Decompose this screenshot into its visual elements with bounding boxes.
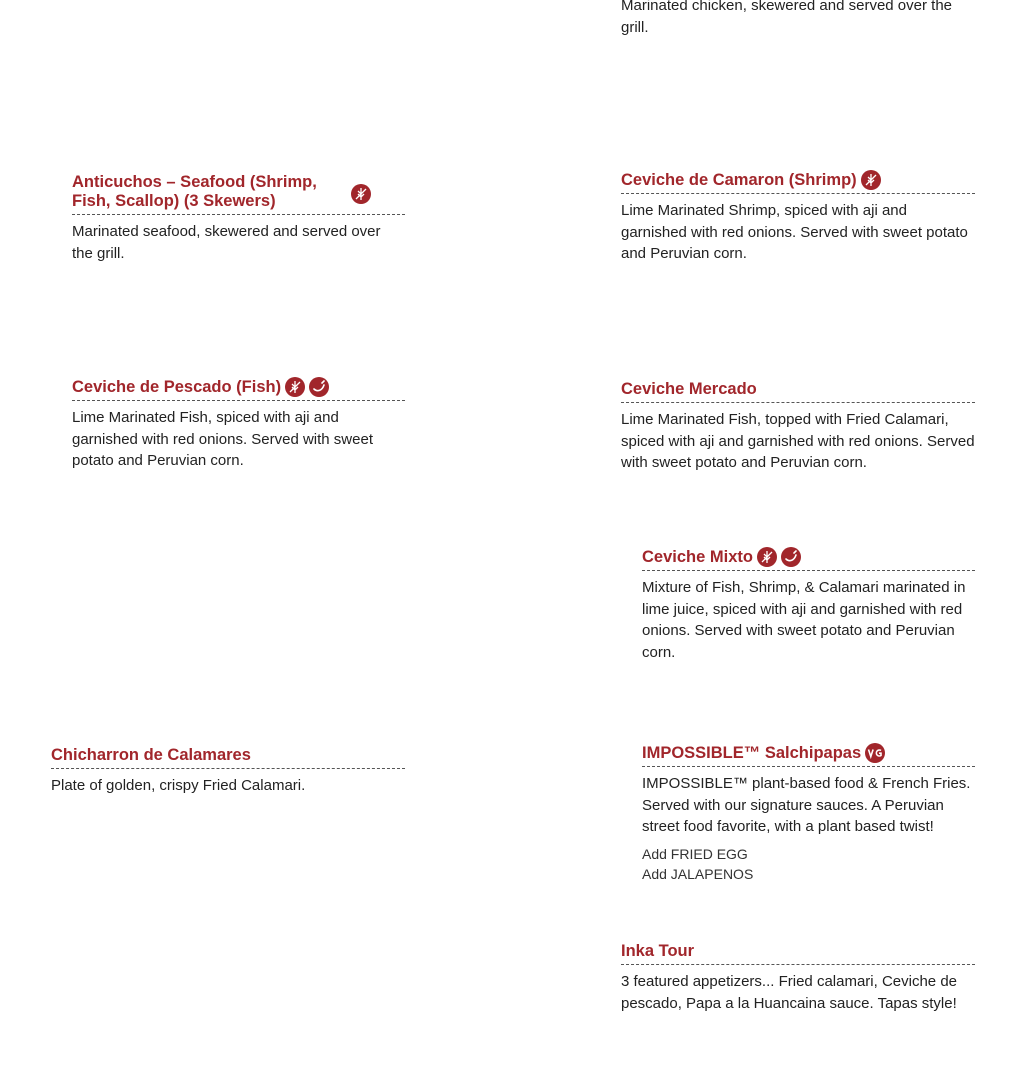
menu-item <box>51 746 405 797</box>
menu-item-header <box>642 743 975 767</box>
diet-icons <box>865 743 885 763</box>
spicy-icon <box>781 547 801 567</box>
menu-item-description: Mixture of Fish, Shrimp, & Calamari marinated in lime juice, spiced with aji and garnished with red onions. Served with sweet potato and Peruvian corn. <box>642 579 966 661</box>
diet-icons <box>757 547 801 567</box>
menu-item-header <box>621 942 975 965</box>
addon-list <box>642 844 975 884</box>
menu-item-title: Inka Tour <box>621 942 695 960</box>
menu-item <box>642 743 975 884</box>
vegan-icon <box>865 743 885 763</box>
diet-icons <box>285 377 329 397</box>
menu-item-description: Lime Marinated Fish, topped with Fried Calamari, spiced with aji and garnished with red onions. Served with sweet potato and Peruvian corn. <box>621 411 975 471</box>
menu-item-title: Ceviche de Pescado (Fish) <box>72 377 282 396</box>
menu-item-description: 3 featured appetizers... Fried calamari, Ceviche de pescado, Papa a la Huancaina sauce. Tapas style! <box>621 973 957 1012</box>
menu-item-description: Lime Marinated Fish, spiced with aji and garnished with red onions. Served with sweet potato and Peruvian corn. <box>72 409 373 469</box>
menu-item <box>642 547 975 663</box>
gluten-free-icon <box>757 547 777 567</box>
menu-item-header <box>72 173 405 215</box>
menu-item-title: Anticuchos – Seafood (Shrimp, Fish, Scallop) (3 Skewers) <box>72 173 317 210</box>
menu-item-description: Plate of golden, crispy Fried Calamari. <box>51 777 306 794</box>
menu-item <box>621 170 975 265</box>
addon-item[interactable]: Add FRIED EGG <box>642 845 748 862</box>
menu-item-header <box>642 547 975 571</box>
menu-item-description: Marinated seafood, skewered and served over the grill. <box>72 223 381 262</box>
menu-item-title: IMPOSSIBLE™ Salchipapas <box>642 743 862 762</box>
menu-item <box>621 942 975 1014</box>
menu-item-header <box>51 746 405 769</box>
spicy-icon <box>309 377 329 397</box>
menu-item-header <box>621 380 975 403</box>
menu-item <box>621 0 961 38</box>
gluten-free-icon <box>351 184 371 204</box>
menu-item-description: Lime Marinated Shrimp, spiced with aji and garnished with red onions. Served with sweet potato and Peruvian corn. <box>621 202 968 262</box>
gluten-free-icon <box>861 170 881 190</box>
menu-item-title: Ceviche Mixto <box>642 547 753 566</box>
menu-item <box>72 377 405 472</box>
menu-item-title: Ceviche Mercado <box>621 380 757 398</box>
menu-item-header <box>72 377 405 401</box>
diet-icons <box>861 170 881 190</box>
addon-item[interactable]: Add JALAPENOS <box>642 865 754 882</box>
menu-item-title: Ceviche de Camaron (Shrimp) <box>621 170 857 189</box>
menu-item <box>72 173 405 264</box>
menu-item-description: Marinated chicken, skewered and served over the grill. <box>621 0 953 36</box>
diet-icons <box>351 184 371 204</box>
menu-item-title: Chicharron de Calamares <box>51 746 251 764</box>
menu-item-header <box>621 170 975 194</box>
gluten-free-icon <box>285 377 305 397</box>
menu-item <box>621 380 975 474</box>
menu-item-description: IMPOSSIBLE™ plant-based food & French Fries. Served with our signature sauces. A Peruvian street food favorite, with a plant based twist! <box>642 775 971 835</box>
